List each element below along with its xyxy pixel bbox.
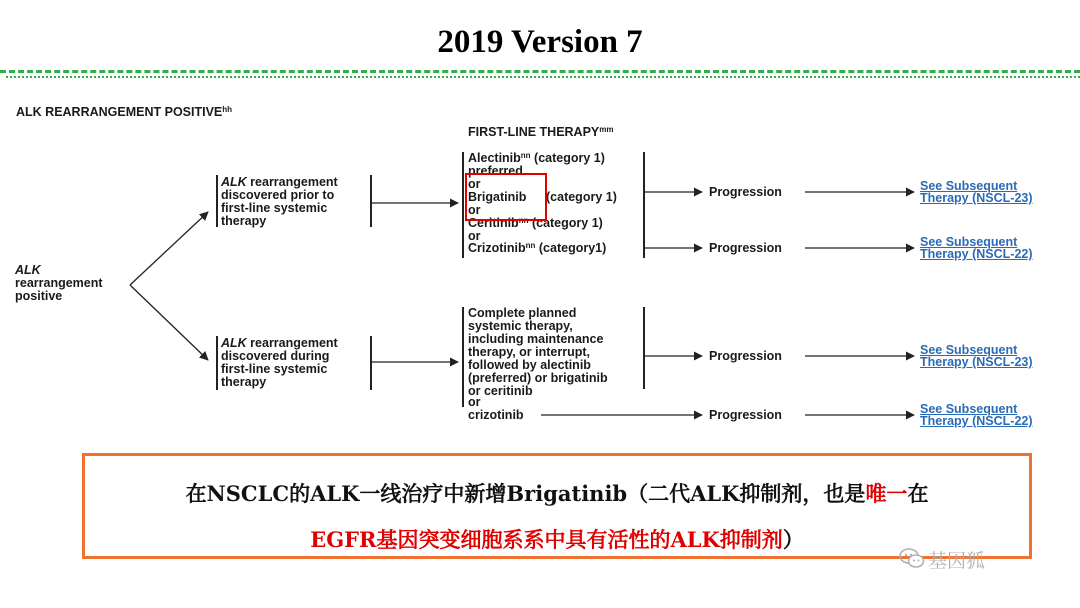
arrow-root-to-during (130, 285, 208, 360)
therapy-during-line: or (468, 395, 481, 409)
wechat-icon (899, 547, 925, 569)
note-line-1: 在NSCLC的ALK一线治疗中新增Brigatinib（二代ALK抑制剂，也是唯一在 (185, 481, 929, 506)
branch-prior-line-1: ALK rearrangement (221, 175, 338, 189)
therapy-preferred: preferred (468, 164, 523, 178)
therapy-during-line: including maintenance (468, 332, 604, 346)
progression-label: Progression (709, 349, 782, 363)
therapy-brigatinib-category: (category 1) (546, 190, 617, 204)
watermark-text: 基因狐 (928, 550, 986, 572)
branch-during-line-1: ALK rearrangement (221, 336, 338, 350)
root-line-3: positive (15, 289, 63, 303)
therapy-or: or (468, 229, 481, 243)
therapy-or: or (468, 177, 481, 191)
root-line-2: rearrangement (15, 276, 103, 290)
note-line-2: EGFR基因突变细胞系系中具有活性的ALK抑制剂） (310, 527, 804, 552)
progression-label: Progression (709, 408, 782, 422)
therapy-during-line: or ceritinib (468, 384, 533, 398)
branch-during-line-3: first-line systemic (221, 362, 328, 376)
progression-label: Progression (709, 185, 782, 199)
annotation-box (82, 453, 1032, 559)
progression-label: Progression (709, 241, 782, 255)
branch-prior-line-4: therapy (221, 214, 267, 228)
branch-during-line-4: therapy (221, 375, 267, 389)
therapy-crizotinib: crizotinib (468, 408, 524, 422)
therapy-or: or (468, 203, 481, 217)
therapy-during-line: Complete planned (468, 306, 577, 320)
therapy-during-line: therapy, or interrupt, (468, 345, 591, 359)
therapy-crizotinib: Crizotinib$^{nn}$ (category1) (468, 241, 607, 255)
arrow-root-to-prior (130, 212, 208, 285)
therapy-ceritinib: Ceritinib$^{nn}$ (category 1) (468, 216, 603, 230)
link-subsequent-therapy[interactable]: See Subsequent Therapy (NSCL-22) (920, 402, 1033, 428)
link-subsequent-therapy[interactable]: See Subsequent Therapy (NSCL-23) (920, 179, 1033, 205)
page-title: 2019 Version 7 (437, 24, 643, 60)
therapy-alectinib: Alectinib$^{nn}$ (category 1) (468, 151, 605, 165)
therapy-brigatinib: Brigatinib (468, 190, 527, 204)
link-subsequent-therapy[interactable]: See Subsequent Therapy (NSCL-23) (920, 343, 1033, 369)
therapy-during-line: systemic therapy, (468, 319, 573, 333)
branch-during-line-2: discovered during (221, 349, 330, 363)
branch-prior-line-2: discovered prior to (221, 188, 335, 202)
link-subsequent-therapy[interactable]: See Subsequent Therapy (NSCL-22) (920, 235, 1033, 261)
section-header: ALK REARRANGEMENT $POSITIVE^{hh}$ (16, 105, 233, 119)
root-line-1: ALK (15, 263, 41, 277)
first-line-header: FIRST-LINE $THERAPY^{mm}$ (468, 125, 614, 139)
therapy-during-line: followed by alectinib (468, 358, 591, 372)
therapy-during-line: (preferred) or brigatinib (468, 371, 608, 385)
branch-prior-line-3: first-line systemic (221, 201, 328, 215)
